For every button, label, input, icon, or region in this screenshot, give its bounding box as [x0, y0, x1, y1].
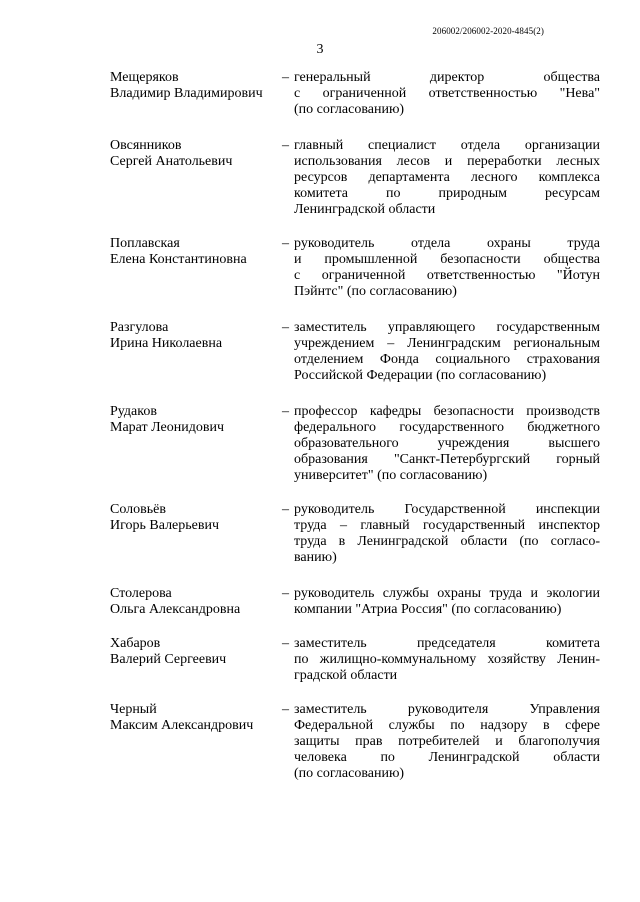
member-given-names: Игорь Валерьевич [110, 518, 220, 533]
position-line: (по согласованию) [294, 766, 405, 781]
member-entry [110, 70, 600, 118]
member-surname: Мещеряков [110, 70, 179, 85]
position-line: (по согласованию) [294, 102, 405, 117]
member-given-names: Владимир Владимирович [110, 86, 263, 101]
member-surname: Поплавская [110, 236, 180, 251]
entry-dash: – [282, 138, 289, 153]
member-entry [110, 636, 600, 684]
member-name [110, 236, 282, 300]
entry-dash: – [282, 502, 289, 517]
position-line: Пэйнтс" (по согласованию) [294, 284, 457, 299]
member-name [110, 586, 282, 618]
position-line: федерального государственного бюджетного [294, 420, 600, 435]
member-position [294, 586, 600, 618]
member-entry [110, 702, 600, 782]
entry-dash: – [282, 320, 289, 335]
entry-dash: – [282, 236, 289, 251]
position-line: защиты прав потребителей и благополучия [294, 734, 600, 749]
position-line: комитета по природным ресурсам [294, 186, 600, 201]
member-surname: Рудаков [110, 404, 157, 419]
position-line: руководитель службы охраны труда и экологии [294, 586, 600, 601]
position-line: использования лесов и переработки лесных [294, 154, 600, 169]
position-line: ресурсов департамента лесного комплекса [294, 170, 600, 185]
member-given-names: Ольга Александровна [110, 602, 241, 617]
position-line: с ограниченной ответственностью "Нева" [294, 86, 600, 101]
member-position [294, 70, 600, 118]
member-surname: Столерова [110, 586, 172, 601]
position-line: главный специалист отдела организации [294, 138, 600, 153]
entry-dash: – [282, 702, 289, 717]
member-entry [110, 320, 600, 384]
member-surname: Овсянников [110, 138, 182, 153]
member-entry [110, 502, 600, 566]
member-name [110, 138, 282, 218]
member-position [294, 404, 600, 484]
position-line: руководитель отдела охраны труда [294, 236, 600, 251]
position-line: Федеральной службы по надзору в сфере [294, 718, 600, 733]
position-line: университет" (по согласованию) [294, 468, 488, 483]
member-name [110, 320, 282, 384]
position-line: с ограниченной ответственностью "Йотун [294, 268, 600, 283]
member-given-names: Валерий Сергеевич [110, 652, 227, 667]
member-entry [110, 586, 600, 618]
position-line: отделением Фонда социального страхования [294, 352, 600, 367]
position-line: руководитель Государственной инспекции [294, 502, 600, 517]
entry-dash: – [282, 70, 289, 85]
member-entry [110, 236, 600, 300]
position-line: генеральный директор общества [294, 70, 600, 85]
position-line: труда в Ленинградской области (по согласо- [294, 534, 600, 549]
member-name [110, 404, 282, 484]
position-line: компании "Атриа Россия" (по согласованию) [294, 602, 562, 617]
member-surname: Разгулова [110, 320, 169, 335]
member-position [294, 138, 600, 218]
position-line: заместитель руководителя Управления [294, 702, 600, 717]
entry-dash: – [282, 636, 289, 651]
member-given-names: Марат Леонидович [110, 420, 224, 435]
member-entry [110, 138, 600, 218]
position-line: человека по Ленинградской области [294, 750, 600, 765]
member-name [110, 636, 282, 684]
position-line: труда – главный государственный инспектор [294, 518, 600, 533]
position-line: образовательного учреждения высшего [294, 436, 600, 451]
position-line: и промышленной безопасности общества [294, 252, 600, 267]
member-given-names: Максим Александрович [110, 718, 254, 733]
member-position [294, 320, 600, 384]
member-name [110, 502, 282, 566]
member-surname: Соловьёв [110, 502, 166, 517]
entry-dash: – [282, 586, 289, 601]
member-position [294, 702, 600, 782]
member-position [294, 502, 600, 566]
position-line: заместитель управляющего государственным [294, 320, 600, 335]
member-surname: Черный [110, 702, 157, 717]
member-given-names: Ирина Николаевна [110, 336, 223, 351]
position-line: ванию) [294, 550, 337, 565]
entry-dash: – [282, 404, 289, 419]
position-line: градской области [294, 668, 398, 683]
member-surname: Хабаров [110, 636, 161, 651]
position-line: по жилищно-коммунальному хозяйству Ленин- [294, 652, 600, 667]
member-name [110, 70, 282, 118]
position-line: Российской Федерации (по согласованию) [294, 368, 547, 383]
position-line: учреждением – Ленинградским региональным [294, 336, 600, 351]
document-reference-number: 206002/206002-2020-4845(2) [432, 26, 544, 36]
member-given-names: Сергей Анатольевич [110, 154, 233, 169]
member-position [294, 236, 600, 300]
member-position [294, 636, 600, 684]
member-entry [110, 404, 600, 484]
member-name [110, 702, 282, 782]
position-line: заместитель председателя комитета [294, 636, 600, 651]
position-line: профессор кафедры безопасности производств [294, 404, 600, 419]
position-line: Ленинградской области [294, 202, 436, 217]
page-number: 3 [316, 42, 324, 57]
position-line: образования "Санкт-Петербургский горный [294, 452, 600, 467]
member-given-names: Елена Константиновна [110, 252, 247, 267]
